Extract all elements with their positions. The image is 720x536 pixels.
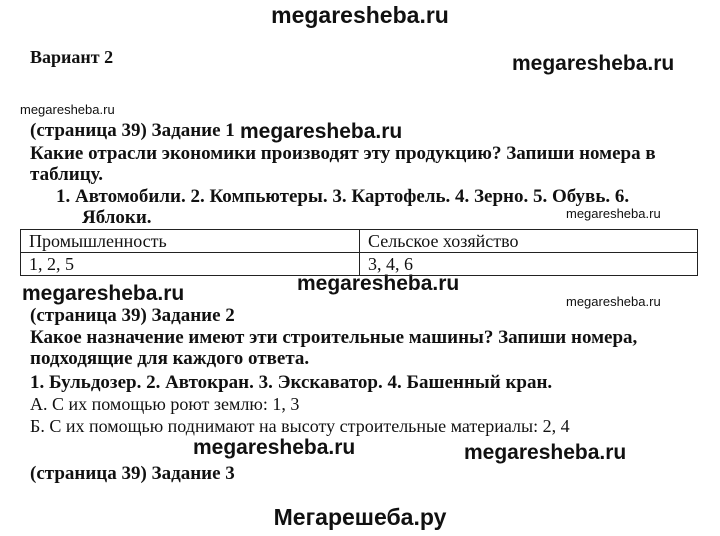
variant-title: Вариант 2 <box>30 47 114 67</box>
task1-question-line2: таблицу. <box>30 164 103 185</box>
task1-items-line1: 1. Автомобили. 2. Компьютеры. 3. Картофель. 4. Зерно. 5. Обувь. 6. <box>56 186 630 207</box>
task2-answer-b: Б. С их помощью поднимают на высоту строительные материалы: 2, 4 <box>30 416 570 436</box>
table-cell: 1, 2, 5 <box>21 253 360 276</box>
task1-question-line1: Какие отрасли экономики производят эту продукцию? Запиши номера в <box>30 143 656 164</box>
watermark: megaresheba.ru <box>566 294 661 309</box>
task3-heading: (страница 39) Задание 3 <box>30 463 235 484</box>
task1-heading: (страница 39) Задание 1 <box>30 120 235 141</box>
watermark: megaresheba.ru <box>22 282 185 305</box>
table-row <box>21 253 698 276</box>
task2-heading: (страница 39) Задание 2 <box>30 305 235 326</box>
table-header-cell: Сельское хозяйство <box>360 230 698 253</box>
watermark: megaresheba.ru <box>464 441 627 464</box>
watermark: megaresheba.ru <box>20 102 115 117</box>
answer-table <box>20 229 698 276</box>
site-footer: Мегарешеба.ру <box>273 504 447 530</box>
task2-answer-a: А. С их помощью роют землю: 1, 3 <box>30 394 300 414</box>
table-header-cell: Промышленность <box>21 230 360 253</box>
watermark: megaresheba.ru <box>512 52 675 75</box>
task2-items: 1. Бульдозер. 2. Автокран. 3. Экскаватор. 4. Башенный кран. <box>30 372 553 393</box>
task2-question-line2: подходящие для каждого ответа. <box>30 348 310 369</box>
watermark: megaresheba.ru <box>297 272 460 295</box>
task1-items-line2: Яблоки. <box>82 207 152 228</box>
watermark: megaresheba.ru <box>193 436 356 459</box>
watermark: megaresheba.ru <box>566 206 661 221</box>
task2-question-line1: Какое назначение имеют эти строительные машины? Запиши номера, <box>30 327 638 348</box>
watermark: megaresheba.ru <box>240 120 403 143</box>
table-header-row <box>21 230 698 253</box>
table-cell: 3, 4, 6 <box>360 253 698 276</box>
site-header: megaresheba.ru <box>271 2 449 28</box>
